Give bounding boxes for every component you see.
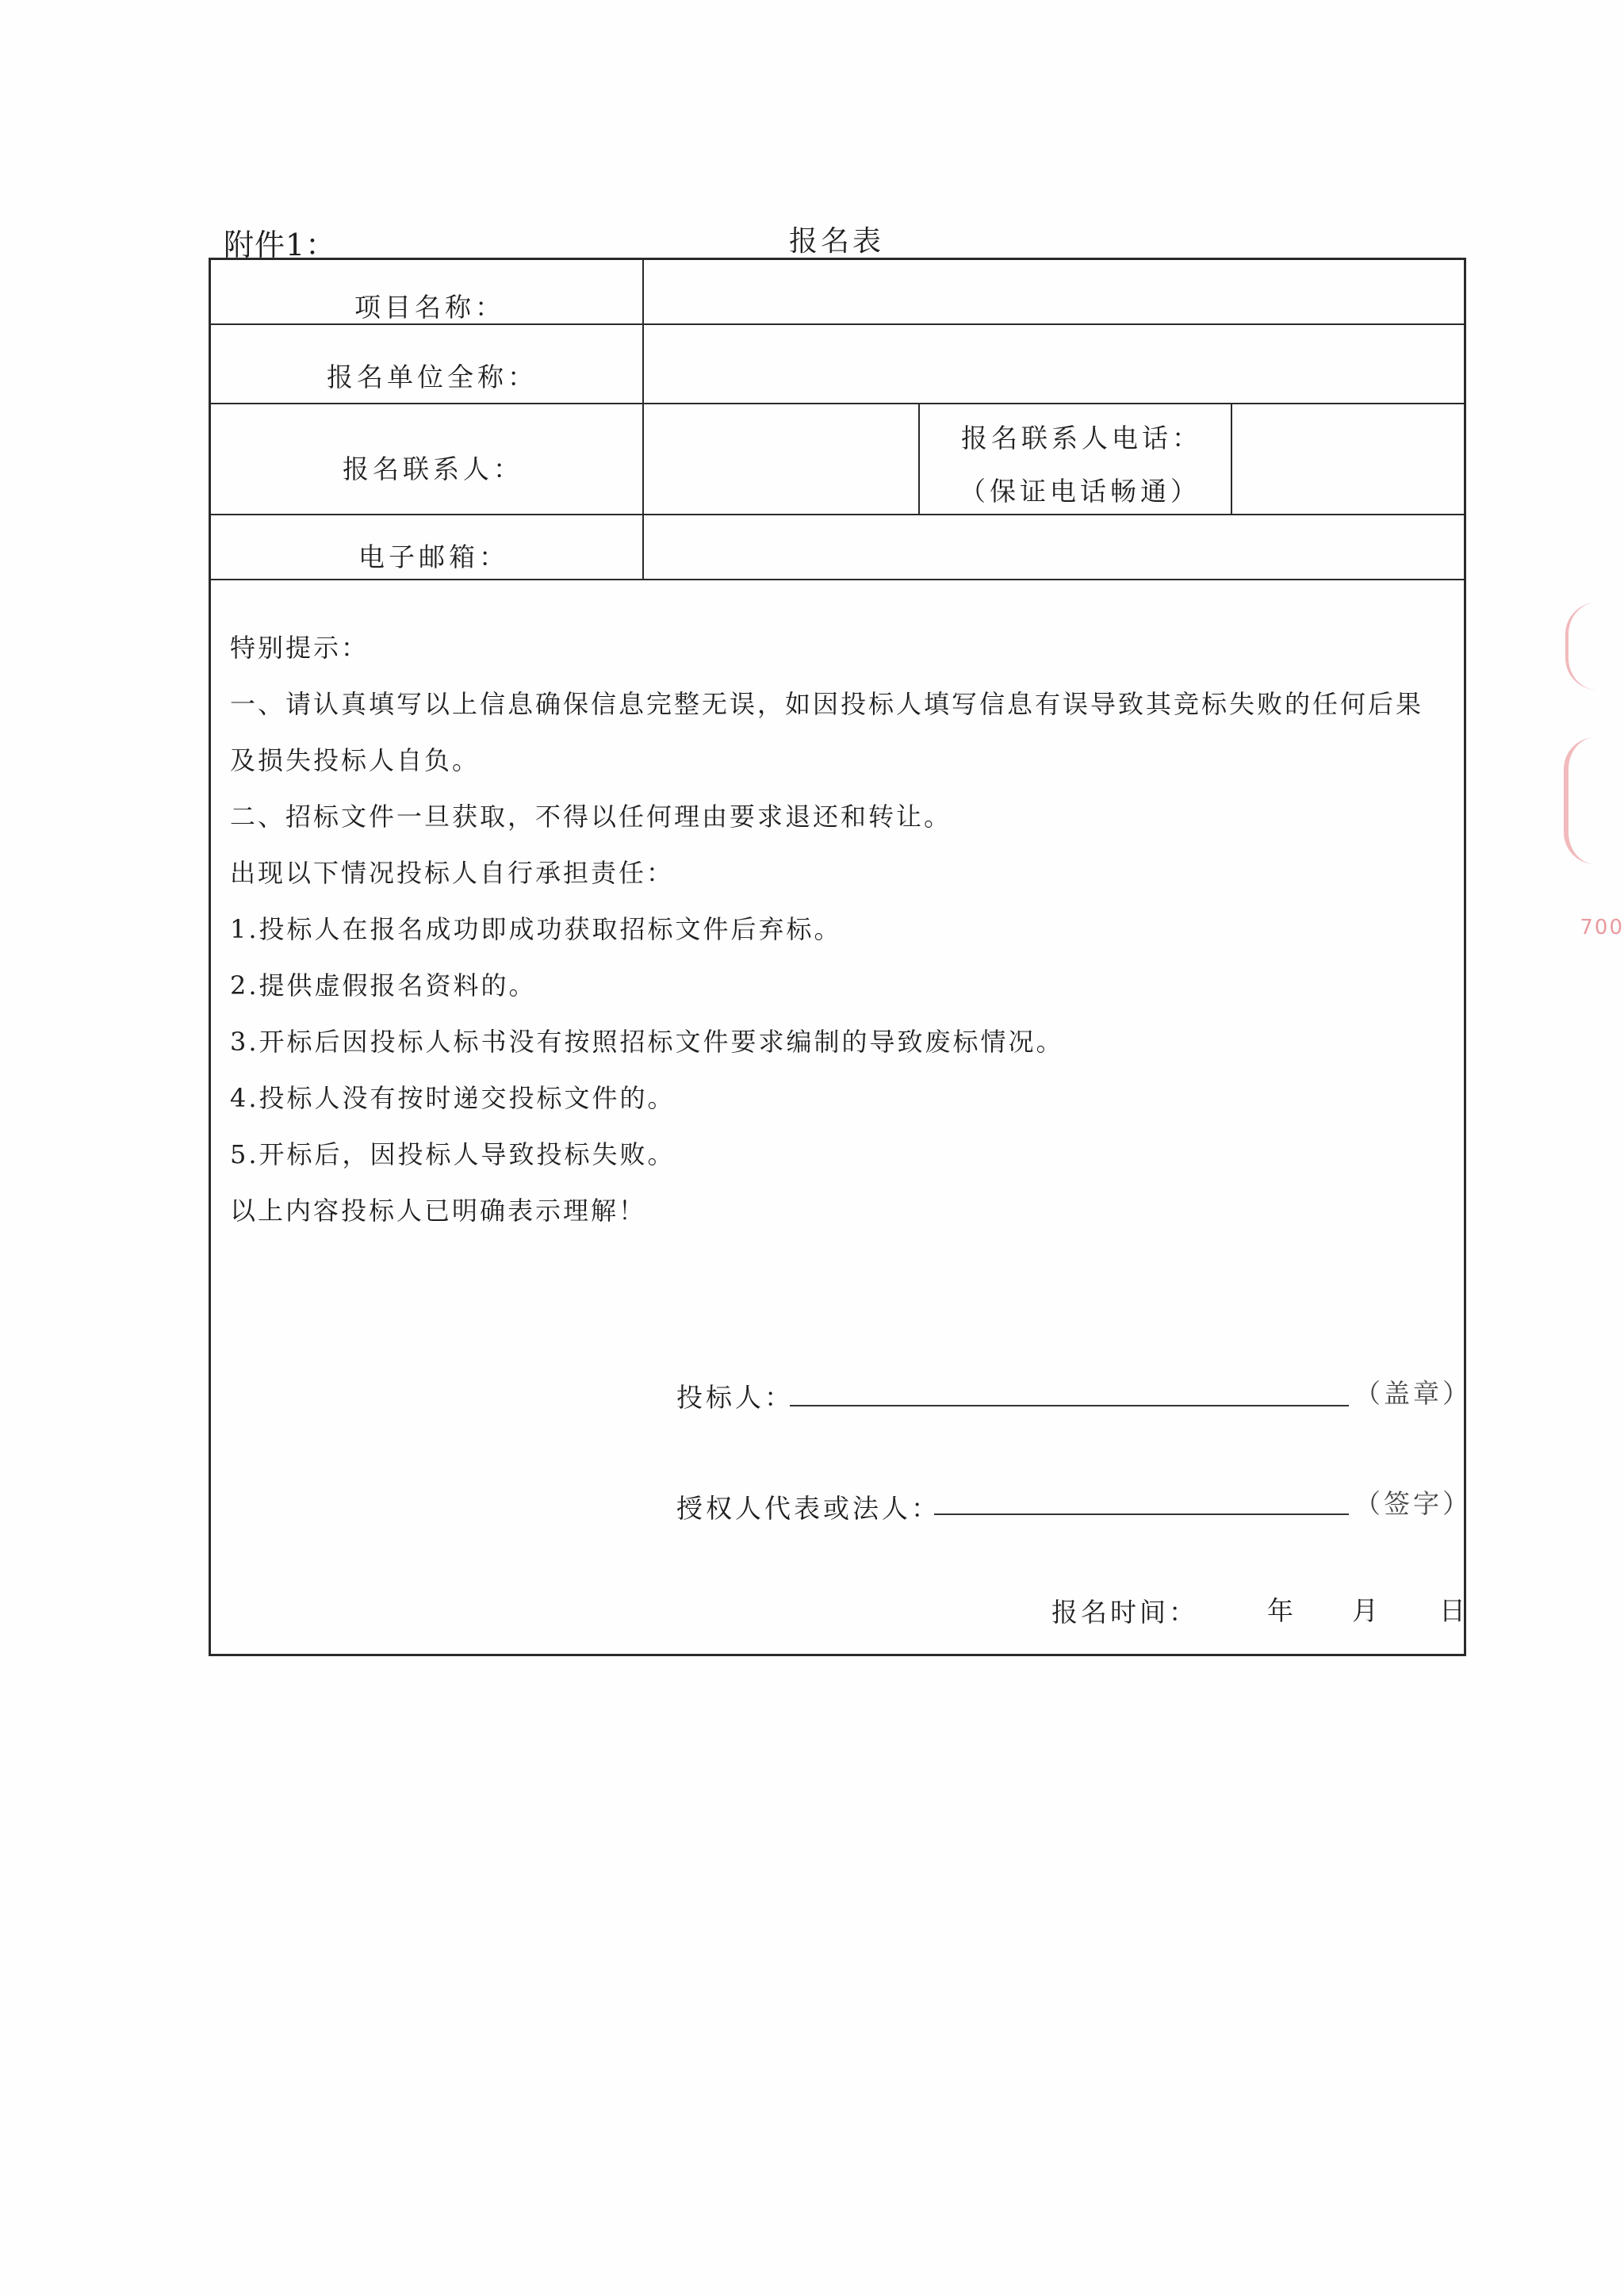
date-year-label: 年 (1267, 1595, 1297, 1626)
seal-fragment-text: 700 (1580, 916, 1624, 939)
bidder-seal-note: （盖章） (1354, 1378, 1472, 1409)
attachment-label: 附件1： (224, 228, 337, 262)
email-label: 电子邮箱： (358, 541, 509, 572)
seal-fragment (1565, 603, 1624, 690)
note-line: 5.开标后，因投标人导致投标失败。 (230, 1139, 676, 1169)
note-line: 出现以下情况投标人自行承担责任： (230, 858, 675, 888)
company-full-name-label: 报名单位全称： (327, 362, 538, 392)
authorized-rep-label: 授权人代表或法人： (676, 1493, 940, 1524)
project-name-field[interactable] (644, 259, 1465, 323)
authorized-sign-note: （签字） (1354, 1488, 1472, 1519)
authorized-signature-line[interactable] (934, 1513, 1349, 1515)
note-line: 二、招标文件一旦获取，不得以任何理由要求退还和转让。 (230, 802, 952, 832)
contact-phone-note: （保证电话畅通） (959, 476, 1201, 507)
note-line: 3.开标后因投标人标书没有按照招标文件要求编制的导致废标情况。 (230, 1027, 1064, 1057)
note-line: 2.提供虚假报名资料的。 (230, 970, 537, 1001)
company-full-name-field[interactable] (644, 325, 1465, 403)
date-month-label: 月 (1352, 1595, 1381, 1626)
email-field[interactable] (644, 515, 1465, 579)
note-line: 4.投标人没有按时递交投标文件的。 (230, 1083, 676, 1113)
note-line: 以上内容投标人已明确表示理解！ (230, 1196, 647, 1226)
column-divider (918, 403, 920, 514)
registration-date-label: 报名时间： (1051, 1597, 1198, 1628)
contact-phone-label: 报名联系人电话： (961, 423, 1202, 453)
project-name-label: 项目名称： (354, 292, 505, 323)
seal-fragment (1564, 737, 1624, 864)
contact-person-label: 报名联系人： (343, 453, 523, 484)
notes-heading: 特别提示： (230, 633, 370, 663)
special-notes (230, 620, 1451, 1239)
bidder-signature-line[interactable] (790, 1405, 1349, 1406)
contact-phone-field[interactable] (1232, 404, 1465, 514)
note-line: 一、请认真填写以上信息确保信息完整无误，如因投标人填写信息有误导致其竞标失败的任何后果 (230, 689, 1424, 719)
note-line: 及损失投标人自负。 (230, 745, 481, 775)
bidder-label: 投标人： (676, 1382, 794, 1413)
date-day-label: 日 (1439, 1595, 1469, 1626)
note-line: 1.投标人在报名成功即成功获取招标文件后弃标。 (230, 914, 842, 944)
contact-person-field[interactable] (644, 404, 918, 514)
row-divider (210, 579, 1465, 580)
form-title: 报名表 (789, 225, 885, 258)
